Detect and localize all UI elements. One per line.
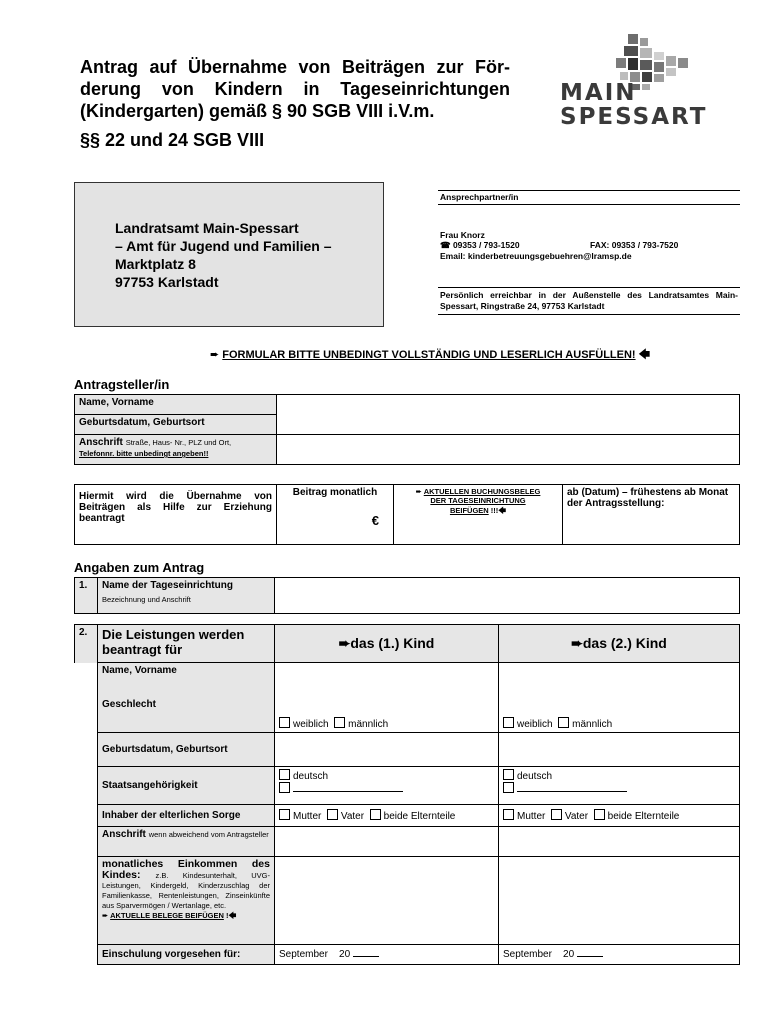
booking-line-2: DER TAGESEINRICHTUNG (430, 496, 526, 505)
applicant-address-field[interactable] (277, 435, 740, 465)
applicant-birth-label: Geburtsdatum, Geburtsort (75, 415, 277, 435)
income-note-tail: !🡄 (225, 911, 237, 920)
child2-female-checkbox[interactable] (503, 717, 514, 728)
child-name-label: Name, Vorname (102, 665, 177, 676)
name-gender-label-cell (98, 663, 275, 733)
income-note-text: AKTUELLE BELEGE BEIFÜGEN (110, 911, 224, 920)
child2-mother-label: Mutter (517, 811, 546, 822)
address-line-4: 97753 Karlstadt (115, 274, 219, 290)
child-birth-label: Geburtsdatum, Geburtsort (98, 733, 275, 767)
notice-arrow-left-icon: 🡄 (638, 348, 651, 361)
income-label: monatliches Einkommen des Kindes: (102, 858, 270, 881)
income-hint: z.B. Kindesunterhalt, UVG-Leistungen, Kindergeld, Kinderzuschlag der Familienkasse, Rentenleistungen, Zinseinkünfte aus Sparvermögen / Wertanlage, etc. (102, 871, 270, 910)
currency-symbol: € (371, 513, 379, 528)
form-title (80, 56, 510, 122)
logo-text-main: MAIN (560, 80, 637, 106)
child1-female-checkbox[interactable] (279, 717, 290, 728)
child1-income-field[interactable] (275, 857, 499, 945)
facility-table (74, 577, 740, 614)
income-arrow-icon: ➨ (102, 911, 109, 920)
child-address-label-cell (98, 827, 275, 857)
child2-school-cell[interactable] (499, 945, 740, 965)
child1-german-label: deutsch (293, 771, 329, 782)
details-heading: Angaben zum Antrag (74, 560, 205, 575)
child2-mother-checkbox[interactable] (503, 809, 514, 820)
address-line-2: – Amt für Jugend und Familien – (115, 238, 332, 254)
child2-both-label: beide Elternteile (607, 811, 680, 822)
contact-heading: Ansprechpartner/in (440, 192, 519, 202)
fee-cell[interactable] (277, 485, 394, 545)
child1-german-checkbox[interactable] (279, 769, 290, 780)
address-line-3: Marktplatz 8 (115, 256, 196, 272)
child1-school-year: 20 (339, 949, 351, 960)
child1-both-checkbox[interactable] (370, 809, 381, 820)
school-label: Einschulung vorgesehen für: (98, 945, 275, 965)
child1-address-field[interactable] (275, 827, 499, 857)
child-gender-label: Geschlecht (102, 699, 156, 710)
contact-phone: ☎ 09353 / 793-1520 (440, 240, 520, 250)
child1-other-nationality-line[interactable] (293, 791, 403, 792)
applicant-table (74, 394, 740, 465)
nationality-label: Staatsangehörigkeit (98, 767, 275, 805)
item2-number: 2. (75, 625, 98, 663)
facility-field[interactable] (275, 578, 740, 614)
applicant-name-birth-field[interactable] (277, 395, 740, 435)
child-address-hint: wenn abweichend vom Antragsteller (148, 830, 269, 839)
applicant-name-label: Name, Vorname (75, 395, 277, 415)
contact-top-rule (438, 190, 740, 191)
children-table (74, 624, 740, 965)
item1-label: Name der Tageseinrichtung (102, 580, 233, 591)
child2-german-label: deutsch (517, 771, 553, 782)
indent-spacer (75, 663, 98, 965)
child1-father-checkbox[interactable] (327, 809, 338, 820)
applicant-heading: Antragsteller/in (74, 377, 170, 392)
child2-address-field[interactable] (499, 827, 740, 857)
item1-number: 1. (75, 578, 98, 614)
child1-birth-field[interactable] (275, 733, 499, 767)
child2-male-checkbox[interactable] (558, 717, 569, 728)
child1-male-checkbox[interactable] (334, 717, 345, 728)
contact-heading-rule (438, 204, 740, 205)
child2-father-checkbox[interactable] (551, 809, 562, 820)
custody-label: Inhaber der elterlichen Sorge (98, 805, 275, 827)
main-spessart-logo (560, 32, 708, 130)
applicant-phone-hint: Telefonnr. bitte unbedingt angeben!! (79, 449, 209, 458)
child2-school-year: 20 (563, 949, 575, 960)
child1-male-label: männlich (348, 719, 389, 730)
fill-out-notice (210, 346, 650, 365)
request-table (74, 484, 740, 545)
title-line-1: Antrag auf Übernahme von Beiträgen zur För- (80, 57, 510, 77)
child-2-header: ➨das (2.) Kind (499, 625, 740, 663)
fee-label: Beitrag monatlich (292, 487, 378, 498)
child2-both-checkbox[interactable] (594, 809, 605, 820)
child2-other-nationality-checkbox[interactable] (503, 782, 514, 793)
child1-mother-label: Mutter (293, 811, 322, 822)
address-line-1: Landratsamt Main-Spessart (115, 220, 299, 236)
contact-name: Frau Knorz (440, 230, 485, 240)
title-line-4: §§ 22 und 24 SGB VIII (80, 130, 265, 150)
child1-both-label: beide Elternteile (383, 811, 456, 822)
child-1-header: ➨das (1.) Kind (275, 625, 499, 663)
contact-fax: FAX: 09353 / 793-7520 (590, 240, 679, 250)
child1-father-label: Vater (340, 811, 365, 822)
child1-other-nationality-checkbox[interactable] (279, 782, 290, 793)
applicant-address-label: Anschrift (79, 437, 123, 448)
title-line-2: derung von Kindern in Tageseinrichtungen (80, 79, 510, 99)
booking-arrow-icon: ➨ (415, 487, 422, 496)
contact-office: Persönlich erreichbar in der Außenstelle des Landratsamtes Main-Spessart, Ringstraße 24, 97753 Karlstadt (440, 290, 738, 311)
request-text: Hiermit wird die Übernahme von Beiträgen als Hilfe zur Erziehung beantragt (75, 485, 277, 545)
contact-email: Email: kinderbetreuungsgebuehren@lramsp.de (440, 251, 632, 261)
child2-income-field[interactable] (499, 857, 740, 945)
contact-bottom-rule (438, 314, 740, 315)
child2-school-year-line[interactable] (577, 956, 603, 957)
child1-name-gender-cell[interactable] (275, 663, 499, 733)
child2-nationality-cell[interactable] (499, 767, 740, 805)
child2-other-nationality-line[interactable] (517, 791, 627, 792)
title-line-3: (Kindergarten) gemäß § 90 SGB VIII i.V.m. (80, 101, 435, 121)
child2-german-checkbox[interactable] (503, 769, 514, 780)
income-label-cell (98, 857, 275, 945)
child1-school-month: September (279, 949, 328, 960)
child1-mother-checkbox[interactable] (279, 809, 290, 820)
booking-tail: !!!🡄 (490, 506, 507, 515)
child2-name-gender-cell[interactable] (499, 663, 740, 733)
item2-label: Die Leistungen werden beantragt für (98, 625, 275, 663)
child1-female-label: weiblich (293, 719, 329, 730)
item1-label-cell (98, 578, 275, 614)
child-address-label: Anschrift (102, 829, 146, 840)
start-date-cell[interactable] (563, 485, 740, 545)
item1-hint: Bezeichnung und Anschrift (102, 595, 191, 604)
income-note (102, 911, 236, 920)
notice-text: FORMULAR BITTE UNBEDINGT VOLLSTÄNDIG UND LESERLICH AUSFÜLLEN! (222, 349, 636, 361)
child2-birth-field[interactable] (499, 733, 740, 767)
contact-mid-rule (438, 287, 740, 288)
child1-custody-cell[interactable] (275, 805, 499, 827)
notice-arrow-right-icon: ➨ (210, 348, 220, 361)
logo-text-spessart: SPESSART (560, 104, 708, 130)
start-date-label: ab (Datum) – frühestens ab Monat der Antragsstellung: (567, 487, 729, 509)
applicant-address-hint: Straße, Haus- Nr., PLZ und Ort, (125, 438, 232, 447)
child2-male-label: männlich (572, 719, 613, 730)
child2-father-label: Vater (564, 811, 589, 822)
booking-line-3: BEIFÜGEN (449, 506, 489, 515)
child1-nationality-cell[interactable] (275, 767, 499, 805)
child1-school-year-line[interactable] (353, 956, 379, 957)
child2-school-month: September (503, 949, 552, 960)
child2-female-label: weiblich (517, 719, 553, 730)
applicant-address-label-cell (75, 435, 277, 465)
child2-custody-cell[interactable] (499, 805, 740, 827)
recipient-address (115, 219, 332, 291)
child1-school-cell[interactable] (275, 945, 499, 965)
booking-line-1: AKTUELLEN BUCHUNGSBELEG (423, 487, 541, 496)
booking-note-cell (394, 485, 563, 545)
